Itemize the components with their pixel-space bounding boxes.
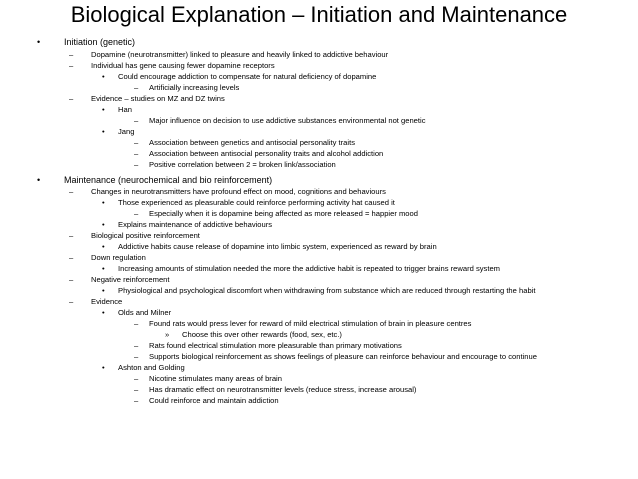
bullet-text: Olds and Milner — [118, 308, 172, 317]
outline-item-level-3 — [0, 395, 638, 406]
bullet-text: Association between genetics and antisocial personality traits — [149, 137, 355, 147]
outline-item-level-0 — [0, 36, 638, 49]
bullet-marker: – — [134, 396, 139, 405]
bullet-text: Especially when it is dopamine being affected as more released = happier mood — [149, 209, 418, 218]
bullet-marker: – — [69, 49, 74, 59]
bullet-text: Maintenance (neurochemical and bio reinforcement) — [64, 174, 273, 185]
outline-item-level-4 — [0, 329, 638, 340]
outline-item-level-2 — [0, 285, 638, 296]
bullet-marker: – — [69, 187, 74, 196]
bullet-marker: • — [102, 198, 105, 207]
bullet-text: Negative reinforcement — [91, 275, 170, 284]
bullet-text: Down regulation — [91, 253, 146, 262]
bullet-text: Could encourage addiction to compensate for natural deficiency of dopamine — [118, 71, 377, 81]
bullet-text: Could reinforce and maintain addiction — [149, 396, 279, 405]
bullet-marker: – — [134, 319, 139, 328]
outline-item-level-2 — [0, 104, 638, 115]
bullet-marker: • — [102, 242, 105, 251]
bullet-outline — [0, 36, 638, 406]
outline-item-level-2 — [0, 197, 638, 208]
outline-item-level-2 — [0, 263, 638, 274]
outline-item-level-3 — [0, 208, 638, 219]
outline-item-level-1 — [0, 186, 638, 197]
outline-item-level-1 — [0, 49, 638, 60]
bullet-marker: • — [102, 363, 105, 372]
bullet-marker: – — [134, 137, 139, 147]
bullet-text: Evidence — [91, 297, 123, 306]
outline-item-level-2 — [0, 362, 638, 373]
bullet-marker: – — [134, 82, 139, 92]
bullet-text: Individual has gene causing fewer dopamine receptors — [91, 60, 275, 70]
bullet-text: Choose this over other rewards (food, sex, etc.) — [182, 330, 342, 339]
outline-item-level-3 — [0, 159, 638, 170]
outline-item-level-1 — [0, 274, 638, 285]
outline-item-level-3 — [0, 373, 638, 384]
outline-item-level-1 — [0, 296, 638, 307]
bullet-marker: – — [134, 159, 139, 169]
bullet-marker: • — [102, 264, 105, 273]
outline-item-level-2 — [0, 241, 638, 252]
bullet-marker: – — [134, 385, 139, 394]
outline-item-level-1 — [0, 60, 638, 71]
bullet-marker: – — [134, 352, 139, 361]
bullet-text: Association between antisocial personality traits and alcohol addiction — [149, 148, 384, 158]
bullet-text: Has dramatic effect on neurotransmitter levels (reduce stress, increase arousal) — [149, 385, 417, 394]
bullet-text: Addictive habits cause release of dopamine into limbic system, experienced as reward by brain — [118, 242, 437, 251]
bullet-marker: – — [134, 209, 139, 218]
outline-item-level-3 — [0, 148, 638, 159]
outline-item-level-3 — [0, 318, 638, 329]
bullet-text: Those experienced as pleasurable could reinforce performing activity hat caused it — [118, 198, 395, 207]
outline-item-level-2 — [0, 71, 638, 82]
bullet-marker: – — [69, 60, 74, 70]
bullet-marker: • — [102, 71, 105, 81]
outline-item-level-3 — [0, 137, 638, 148]
bullet-text: Evidence – studies on MZ and DZ twins — [91, 93, 225, 103]
bullet-text: Increasing amounts of stimulation needed the more the addictive habit is repeated to trigger brains reward system — [118, 264, 501, 273]
bullet-text: Positive correlation between 2 = broken link/association — [149, 159, 336, 169]
bullet-text: Initiation (genetic) — [64, 37, 136, 47]
outline-item-level-1 — [0, 230, 638, 241]
bullet-text: Nicotine stimulates many areas of brain — [149, 374, 282, 383]
bullet-marker: • — [102, 286, 105, 295]
bullet-marker: – — [134, 115, 139, 125]
bullet-text: Ashton and Golding — [118, 363, 185, 372]
bullet-marker: • — [102, 220, 105, 229]
bullet-marker: » — [165, 330, 170, 339]
bullet-marker: • — [102, 308, 105, 317]
outline-item-level-3 — [0, 351, 638, 362]
bullet-text: Jang — [118, 126, 135, 136]
outline-item-level-2 — [0, 126, 638, 137]
bullet-text: Changes in neurotransmitters have profound effect on mood, cognitions and behaviours — [91, 187, 386, 196]
bullet-marker: – — [134, 374, 139, 383]
bullet-marker: – — [134, 148, 139, 158]
bullet-marker: • — [37, 174, 41, 185]
bullet-text: Han — [118, 104, 132, 114]
bullet-text: Supports biological reinforcement as shows feelings of pleasure can reinforce behaviour and encourage to continue — [149, 352, 537, 361]
outline-item-level-3 — [0, 340, 638, 351]
outline-item-level-2 — [0, 307, 638, 318]
bullet-text: Biological positive reinforcement — [91, 231, 200, 240]
bullet-text: Dopamine (neurotransmitter) linked to pleasure and heavily linked to addictive behaviour — [91, 49, 389, 59]
bullet-marker: – — [69, 253, 74, 262]
outline-item-level-0 — [0, 174, 638, 187]
outline-item-level-2 — [0, 219, 638, 230]
bullet-marker: – — [69, 275, 74, 284]
bullet-marker: • — [37, 37, 41, 47]
bullet-text: Found rats would press lever for reward of mild electrical stimulation of brain in pleasure centres — [149, 319, 472, 328]
bullet-marker: – — [69, 297, 74, 306]
bullet-text: Explains maintenance of addictive behaviours — [118, 220, 273, 229]
slide-title: Biological Explanation – Initiation and Maintenance — [70, 2, 568, 27]
outline-item-level-3 — [0, 82, 638, 93]
bullet-marker: – — [69, 93, 74, 103]
bullet-text: Physiological and psychological discomfort when withdrawing from substance which are reduced through restarting the habit — [118, 286, 536, 295]
bullet-text: Rats found electrical stimulation more pleasurable than primary motivations — [149, 341, 402, 350]
bullet-marker: • — [102, 104, 105, 114]
bullet-text: Major influence on decision to use addictive substances environmental not genetic — [149, 115, 426, 125]
bullet-marker: • — [102, 126, 105, 136]
outline-item-level-1 — [0, 93, 638, 104]
outline-item-level-3 — [0, 115, 638, 126]
outline-item-level-1 — [0, 252, 638, 263]
bullet-marker: – — [69, 231, 74, 240]
bullet-text: Artificially increasing levels — [149, 82, 240, 92]
outline-item-level-3 — [0, 384, 638, 395]
bullet-marker: – — [134, 341, 139, 350]
